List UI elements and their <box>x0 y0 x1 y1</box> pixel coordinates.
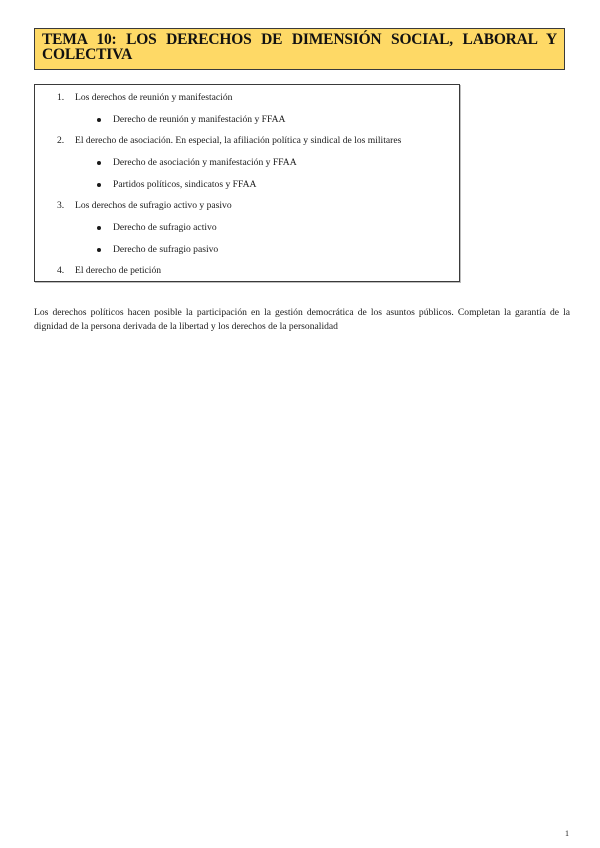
topic-outline-box <box>34 84 460 282</box>
intro-paragraph: Los derechos políticos hacen posible la participación en la gestión democrática de los asuntos públicos. Completan la garantía de la dignidad de la persona derivada de la libertad y los derechos de la personalidad <box>34 307 570 332</box>
bullet-icon <box>97 248 101 252</box>
outline-subitem-label: Derecho de sufragio activo <box>113 222 217 233</box>
outline-subitem-label: Partidos políticos, sindicatos y FFAA <box>113 179 257 190</box>
topic-title-box <box>34 28 565 70</box>
outline-item-label: El derecho de petición <box>75 265 162 276</box>
outline-item-number: 1. <box>57 92 65 103</box>
outline-item-number: 4. <box>57 265 65 276</box>
bullet-icon <box>97 183 101 187</box>
bullet-icon <box>97 161 101 165</box>
page-number: 1 <box>565 829 569 838</box>
bullet-icon <box>97 118 101 122</box>
outline-subitem-label: Derecho de sufragio pasivo <box>113 244 219 255</box>
outline-item-label: Los derechos de sufragio activo y pasivo <box>75 200 232 211</box>
outline-item-number: 2. <box>57 135 65 146</box>
outline-subitem-label: Derecho de reunión y manifestación y FFAA <box>113 114 286 125</box>
outline-item-number: 3. <box>57 200 65 211</box>
outline-subitem-label: Derecho de asociación y manifestación y FFAA <box>113 157 297 168</box>
topic-title: TEMA 10: LOS DERECHOS DE DIMENSIÓN SOCIAL, LABORAL Y COLECTIVA <box>42 31 557 63</box>
bullet-icon <box>97 226 101 230</box>
outline-item-label: Los derechos de reunión y manifestación <box>75 92 233 103</box>
outline-item-label: El derecho de asociación. En especial, la afiliación política y sindical de los militares <box>75 135 402 146</box>
